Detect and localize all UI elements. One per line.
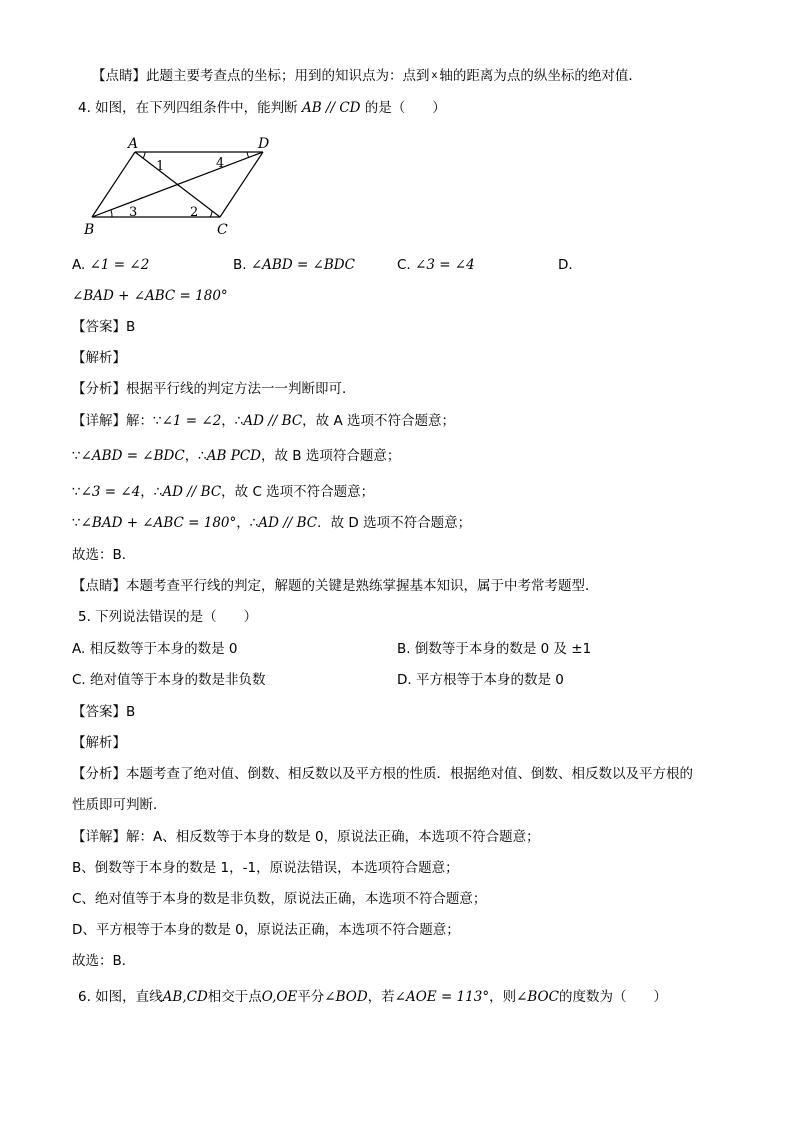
vertex-label-b: B (84, 222, 95, 238)
q5-fenxi: 【分析】本题考查了绝对值、倒数、相反数以及平方根的性质．根据绝对值、倒数、相反数以及平方根的 (72, 766, 693, 782)
q3-dianjing: 【点睛】此题主要考查点的坐标；用到的知识点为：点到 x 轴的距离为点的纵坐标的绝对值． (92, 68, 642, 84)
q5-guxuan: 故选：B． (72, 953, 136, 969)
q4-option-c: C. ∠3 = ∠4 (397, 257, 475, 273)
q5-detail-line: B、倒数等于本身的数是 1，-1，原说法错误，本选项符合题意； (72, 860, 459, 876)
q5-detail-line: C、绝对值等于本身的数是非负数，原说法正确，本选项不符合题意； (72, 891, 487, 907)
parallelogram-figure (78, 130, 298, 240)
angle-label-4: 4 (216, 156, 225, 171)
q4-answer: 【答案】B (72, 319, 136, 335)
q4-guxuan: 故选：B． (72, 547, 136, 563)
q4-option-d-letter: D. (558, 257, 573, 273)
q4-detail-line: ∵∠ABD = ∠BDC，∴AB PCD，故 B 选项符合题意； (72, 448, 401, 464)
q4-jiexi: 【解析】 (72, 350, 126, 366)
q4-option-d-math: ∠BAD + ∠ABC = 180° (72, 288, 228, 304)
q4-detail-line: ∵∠3 = ∠4，∴AD // BC，故 C 选项不符合题意； (72, 484, 375, 500)
q4-option-b: B. ∠ABD = ∠BDC (233, 257, 355, 273)
angle-label-1: 1 (156, 159, 165, 174)
q5-detail-line: D、平方根等于本身的数是 0，原说法正确，本选项不符合题意； (72, 922, 460, 938)
q4-stem: 4. 如图，在下列四组条件中，能判断 AB // CD 的是（ ） (78, 100, 446, 116)
q5-jiexi: 【解析】 (72, 735, 126, 751)
q4-detail-line: ∵∠BAD + ∠ABC = 180°，∴AD // BC．故 D 选项不符合题意； (72, 515, 472, 531)
q5-answer: 【答案】B (72, 704, 136, 720)
q4-detail-line: 【详解】解：∵∠1 = ∠2，∴AD // BC，故 A 选项不符合题意； (72, 413, 455, 429)
q5-fenxi-cont: 性质即可判断． (72, 797, 167, 813)
q6-stem: 6. 如图，直线AB,CD相交于点O,OE平分∠BOD，若∠AOE = 113°，则∠BOC的度数为（ ） (78, 989, 667, 1005)
angle-label-3: 3 (129, 205, 138, 220)
vertex-label-c: C (217, 222, 228, 238)
angle-label-2: 2 (190, 205, 199, 220)
vertex-label-d: D (258, 136, 270, 152)
q5-option-b: B. 倒数等于本身的数是 0 及 ±1 (397, 641, 592, 657)
q4-fenxi: 【分析】根据平行线的判定方法一一判断即可． (72, 381, 356, 397)
q4-option-a: A. ∠1 = ∠2 (72, 257, 150, 273)
q5-detail-line: 【详解】解：A、相反数等于本身的数是 0，原说法正确，本选项不符合题意； (72, 829, 540, 845)
q5-option-d: D. 平方根等于本身的数是 0 (397, 672, 564, 688)
q5-option-a: A. 相反数等于本身的数是 0 (72, 641, 238, 657)
q5-option-c: C. 绝对值等于本身的数是非负数 (72, 672, 266, 688)
vertex-label-a: A (128, 136, 139, 152)
q4-dianjing: 【点睛】本题考查平行线的判定，解题的关键是熟练掌握基本知识，属于中考常考题型． (72, 578, 599, 594)
q5-stem: 5. 下列说法错误的是（ ） (78, 609, 258, 625)
